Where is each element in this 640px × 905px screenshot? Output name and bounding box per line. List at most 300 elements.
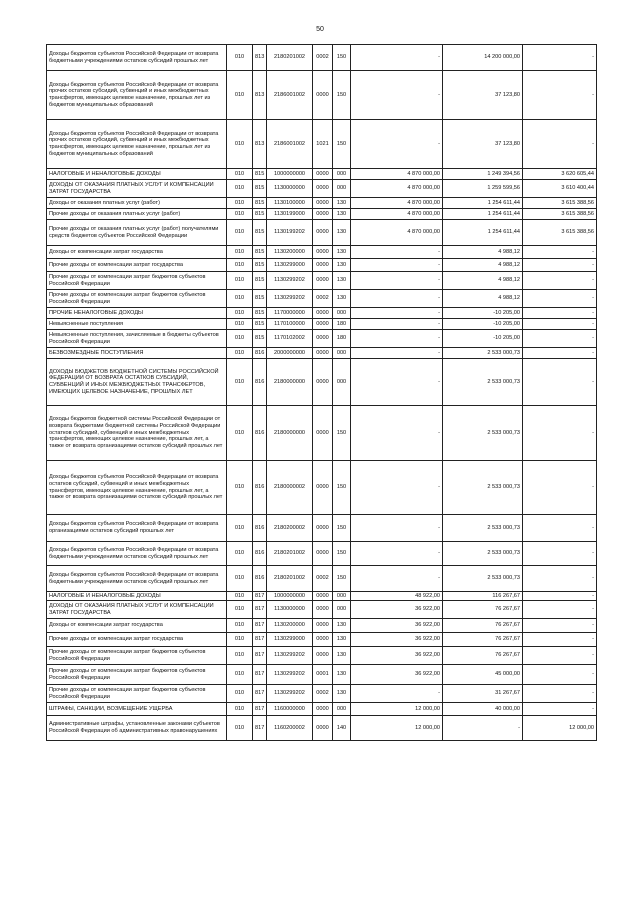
code-5: 140 <box>333 716 351 741</box>
code-4: 0000 <box>313 71 333 120</box>
table-row <box>47 633 597 647</box>
code-2: 817 <box>253 619 267 633</box>
code-5: 130 <box>333 633 351 647</box>
code-5: 000 <box>333 703 351 716</box>
table-row <box>47 198 597 209</box>
code-1: 010 <box>227 246 253 259</box>
plan-value: - <box>351 685 443 703</box>
code-1: 010 <box>227 685 253 703</box>
table-row <box>47 716 597 741</box>
code-4: 0000 <box>313 542 333 566</box>
row-name: Прочие доходы от оказания платных услуг (работ) <box>47 209 227 220</box>
remaining-value: - <box>523 246 597 259</box>
code-1: 010 <box>227 647 253 665</box>
code-4: 0000 <box>313 601 333 619</box>
table-row <box>47 619 597 633</box>
code-2: 813 <box>253 71 267 120</box>
code-2: 816 <box>253 542 267 566</box>
code-5: 150 <box>333 45 351 71</box>
plan-value: - <box>351 461 443 515</box>
code-1: 010 <box>227 120 253 169</box>
code-4: 0000 <box>313 259 333 272</box>
plan-value: 48 922,00 <box>351 592 443 601</box>
code-5: 000 <box>333 169 351 180</box>
code-3: 2000000000 <box>267 348 313 359</box>
remaining-value: 3 610 400,44 <box>523 180 597 198</box>
code-4: 0000 <box>313 169 333 180</box>
code-1: 010 <box>227 716 253 741</box>
row-name: НАЛОГОВЫЕ И НЕНАЛОГОВЫЕ ДОХОДЫ <box>47 169 227 180</box>
code-1: 010 <box>227 169 253 180</box>
plan-value: 36 922,00 <box>351 601 443 619</box>
code-5: 150 <box>333 71 351 120</box>
code-4: 0000 <box>313 330 333 348</box>
code-1: 010 <box>227 308 253 319</box>
remaining-value: - <box>523 633 597 647</box>
table-row <box>47 220 597 246</box>
code-2: 813 <box>253 120 267 169</box>
code-4: 0000 <box>313 406 333 461</box>
remaining-value: 12 000,00 <box>523 716 597 741</box>
code-4: 0000 <box>313 461 333 515</box>
code-4: 0000 <box>313 359 333 406</box>
table-row <box>47 359 597 406</box>
plan-value: - <box>351 246 443 259</box>
code-4: 0000 <box>313 198 333 209</box>
code-5: 130 <box>333 259 351 272</box>
fact-value: 76 267,67 <box>443 619 523 633</box>
code-5: 130 <box>333 220 351 246</box>
table-row <box>47 665 597 685</box>
table-row <box>47 647 597 665</box>
code-3: 2180201002 <box>267 566 313 592</box>
remaining-value: - <box>523 319 597 330</box>
code-2: 817 <box>253 592 267 601</box>
code-4: 0000 <box>313 209 333 220</box>
code-2: 816 <box>253 461 267 515</box>
code-2: 816 <box>253 406 267 461</box>
code-2: 817 <box>253 685 267 703</box>
plan-value: - <box>351 308 443 319</box>
fact-value: 2 533 000,73 <box>443 566 523 592</box>
plan-value: - <box>351 120 443 169</box>
table-row <box>47 209 597 220</box>
table-row <box>47 272 597 290</box>
fact-value: 1 249 394,56 <box>443 169 523 180</box>
code-2: 815 <box>253 319 267 330</box>
code-3: 2186001002 <box>267 71 313 120</box>
code-5: 150 <box>333 566 351 592</box>
code-4: 0002 <box>313 290 333 308</box>
code-3: 1130299202 <box>267 665 313 685</box>
code-1: 010 <box>227 180 253 198</box>
plan-value: - <box>351 71 443 120</box>
row-name: Доходы бюджетов субъектов Российской Федерации от возврата бюджетными учреждениями остатков субсидий прошлых лет <box>47 542 227 566</box>
code-3: 1130299202 <box>267 685 313 703</box>
code-1: 010 <box>227 220 253 246</box>
code-1: 010 <box>227 592 253 601</box>
remaining-value: 3 615 388,56 <box>523 209 597 220</box>
code-3: 1160000000 <box>267 703 313 716</box>
code-3: 1130100000 <box>267 198 313 209</box>
code-5: 150 <box>333 120 351 169</box>
fact-value: -10 205,00 <box>443 330 523 348</box>
remaining-value: - <box>523 665 597 685</box>
code-2: 817 <box>253 647 267 665</box>
table-row <box>47 685 597 703</box>
code-2: 815 <box>253 169 267 180</box>
code-3: 2180000000 <box>267 359 313 406</box>
plan-value: 12 000,00 <box>351 703 443 716</box>
row-name: Доходы от компенсации затрат государства <box>47 619 227 633</box>
row-name: Прочие доходы от компенсации затрат государства <box>47 633 227 647</box>
code-4: 0000 <box>313 246 333 259</box>
code-4: 0001 <box>313 665 333 685</box>
code-1: 010 <box>227 209 253 220</box>
row-name: Доходы бюджетов бюджетной системы Российской Федерации от возврата бюджетами бюджетной системы Российской Федерации остатков субсидий, субвенций и иных межбюджетных трансфертов, имеющих целевое назначение, прошлых лет, а также от возврата организациями остатков субсидий прошлых лет <box>47 406 227 461</box>
code-2: 815 <box>253 290 267 308</box>
code-1: 010 <box>227 461 253 515</box>
code-1: 010 <box>227 290 253 308</box>
plan-value: - <box>351 330 443 348</box>
fact-value: 31 267,67 <box>443 685 523 703</box>
remaining-value: 3 615 388,56 <box>523 198 597 209</box>
plan-value: 4 870 000,00 <box>351 220 443 246</box>
code-1: 010 <box>227 601 253 619</box>
code-3: 1130299000 <box>267 633 313 647</box>
code-4: 0000 <box>313 633 333 647</box>
code-5: 000 <box>333 308 351 319</box>
row-name: Прочие доходы от компенсации затрат бюджетов субъектов Российской Федерации <box>47 290 227 308</box>
row-name: Доходы бюджетов субъектов Российской Федерации от возврата организациями остатков субсидий прошлых лет <box>47 515 227 542</box>
remaining-value: - <box>523 120 597 169</box>
remaining-value: - <box>523 619 597 633</box>
remaining-value: - <box>523 348 597 359</box>
plan-value: - <box>351 348 443 359</box>
fact-value: 1 254 611,44 <box>443 209 523 220</box>
code-4: 0002 <box>313 685 333 703</box>
code-2: 815 <box>253 180 267 198</box>
remaining-value: - <box>523 308 597 319</box>
code-1: 010 <box>227 359 253 406</box>
table-row <box>47 45 597 71</box>
table-row <box>47 246 597 259</box>
code-1: 010 <box>227 406 253 461</box>
remaining-value: - <box>523 330 597 348</box>
code-3: 1160200002 <box>267 716 313 741</box>
remaining-value: - <box>523 461 597 515</box>
code-1: 010 <box>227 272 253 290</box>
code-3: 2180000000 <box>267 406 313 461</box>
fact-value: -10 205,00 <box>443 319 523 330</box>
table-row <box>47 259 597 272</box>
fact-value: 2 533 000,73 <box>443 461 523 515</box>
fact-value: 76 267,67 <box>443 647 523 665</box>
fact-value: 4 988,12 <box>443 290 523 308</box>
plan-value: - <box>351 45 443 71</box>
fact-value: 37 123,80 <box>443 120 523 169</box>
code-3: 1130299000 <box>267 259 313 272</box>
table-row <box>47 308 597 319</box>
code-5: 150 <box>333 542 351 566</box>
code-5: 130 <box>333 619 351 633</box>
code-3: 1130299202 <box>267 647 313 665</box>
plan-value: - <box>351 290 443 308</box>
fact-value: 4 988,12 <box>443 246 523 259</box>
fact-value: -10 205,00 <box>443 308 523 319</box>
plan-value: 36 922,00 <box>351 633 443 647</box>
code-2: 815 <box>253 246 267 259</box>
remaining-value: 3 615 388,56 <box>523 220 597 246</box>
page-number: 50 <box>316 26 324 33</box>
plan-value: 36 922,00 <box>351 647 443 665</box>
code-3: 1130199202 <box>267 220 313 246</box>
remaining-value: - <box>523 515 597 542</box>
code-5: 130 <box>333 665 351 685</box>
remaining-value: - <box>523 685 597 703</box>
code-2: 815 <box>253 330 267 348</box>
fact-value: 1 259 599,56 <box>443 180 523 198</box>
code-1: 010 <box>227 71 253 120</box>
code-3: 1000000000 <box>267 592 313 601</box>
plan-value: - <box>351 542 443 566</box>
code-1: 010 <box>227 319 253 330</box>
code-4: 0000 <box>313 348 333 359</box>
code-4: 0002 <box>313 45 333 71</box>
plan-value: 4 870 000,00 <box>351 180 443 198</box>
row-name: БЕЗВОЗМЕЗДНЫЕ ПОСТУПЛЕНИЯ <box>47 348 227 359</box>
row-name: Прочие доходы от оказания платных услуг (работ) получателями средств бюджетов субъектов Российской Федерации <box>47 220 227 246</box>
remaining-value: - <box>523 45 597 71</box>
table-row <box>47 542 597 566</box>
table-row <box>47 169 597 180</box>
code-2: 817 <box>253 601 267 619</box>
fact-value: 2 533 000,73 <box>443 359 523 406</box>
code-1: 010 <box>227 515 253 542</box>
fact-value: 4 988,12 <box>443 259 523 272</box>
table-row <box>47 566 597 592</box>
fact-value: 76 267,67 <box>443 633 523 647</box>
remaining-value: - <box>523 259 597 272</box>
code-5: 130 <box>333 647 351 665</box>
table-body <box>47 45 597 741</box>
code-2: 815 <box>253 259 267 272</box>
code-1: 010 <box>227 633 253 647</box>
code-4: 0000 <box>313 703 333 716</box>
row-name: Административные штрафы, установленные законами субъектов Российской Федерации об административных правонарушениях <box>47 716 227 741</box>
fact-value: 2 533 000,73 <box>443 515 523 542</box>
plan-value: 4 870 000,00 <box>351 209 443 220</box>
code-2: 816 <box>253 515 267 542</box>
row-name: ПРОЧИЕ НЕНАЛОГОВЫЕ ДОХОДЫ <box>47 308 227 319</box>
code-1: 010 <box>227 542 253 566</box>
fact-value: 116 267,67 <box>443 592 523 601</box>
row-name: ШТРАФЫ, САНКЦИИ, ВОЗМЕЩЕНИЕ УЩЕРБА <box>47 703 227 716</box>
remaining-value: - <box>523 647 597 665</box>
code-1: 010 <box>227 259 253 272</box>
code-3: 2180200002 <box>267 515 313 542</box>
fact-value: 1 254 611,44 <box>443 220 523 246</box>
code-3: 2180201002 <box>267 45 313 71</box>
row-name: ДОХОДЫ БЮДЖЕТОВ БЮДЖЕТНОЙ СИСТЕМЫ РОССИЙСКОЙ ФЕДЕРАЦИИ ОТ ВОЗВРАТА ОСТАТКОВ СУБСИДИЙ, СУБВЕНЦИЙ И ИНЫХ МЕЖБЮДЖЕТНЫХ ТРАНСФЕРТОВ, ИМЕЮЩИХ ЦЕЛЕВОЕ НАЗНАЧЕНИЕ, ПРОШЛЫХ ЛЕТ <box>47 359 227 406</box>
code-3: 1130000000 <box>267 180 313 198</box>
code-4: 0000 <box>313 180 333 198</box>
fact-value: 2 533 000,73 <box>443 348 523 359</box>
code-3: 1130199000 <box>267 209 313 220</box>
row-name: Доходы бюджетов субъектов Российской Федерации от возврата бюджетными учреждениями остатков субсидий прошлых лет <box>47 45 227 71</box>
code-2: 817 <box>253 633 267 647</box>
remaining-value: - <box>523 290 597 308</box>
plan-value: - <box>351 359 443 406</box>
code-1: 010 <box>227 665 253 685</box>
plan-value: - <box>351 406 443 461</box>
row-name: Доходы бюджетов субъектов Российской Федерации от возврата прочих остатков субсидий, субвенций и иных межбюджетных трансфертов, имеющих целевое назначение, прошлых лет из бюджетов муниципальных образований <box>47 120 227 169</box>
remaining-value: - <box>523 272 597 290</box>
code-5: 180 <box>333 330 351 348</box>
remaining-value: 3 620 605,44 <box>523 169 597 180</box>
code-5: 130 <box>333 290 351 308</box>
fact-value: 1 254 611,44 <box>443 198 523 209</box>
code-5: 150 <box>333 515 351 542</box>
code-2: 815 <box>253 220 267 246</box>
code-1: 010 <box>227 619 253 633</box>
remaining-value: - <box>523 71 597 120</box>
code-3: 1130299202 <box>267 272 313 290</box>
table-row <box>47 461 597 515</box>
row-name: Прочие доходы от компенсации затрат бюджетов субъектов Российской Федерации <box>47 665 227 685</box>
code-5: 150 <box>333 461 351 515</box>
plan-value: 12 000,00 <box>351 716 443 741</box>
table-row <box>47 120 597 169</box>
code-2: 817 <box>253 665 267 685</box>
remaining-value: - <box>523 406 597 461</box>
plan-value: 36 922,00 <box>351 665 443 685</box>
code-5: 130 <box>333 246 351 259</box>
code-3: 1130000000 <box>267 601 313 619</box>
code-2: 815 <box>253 272 267 290</box>
code-4: 0000 <box>313 592 333 601</box>
code-4: 0000 <box>313 647 333 665</box>
code-5: 000 <box>333 348 351 359</box>
plan-value: - <box>351 566 443 592</box>
row-name: Доходы бюджетов субъектов Российской Федерации от возврата прочих остатков субсидий, субвенций и иных межбюджетных трансфертов, имеющих целевое назначение, прошлых лет из бюджетов муниципальных образований <box>47 71 227 120</box>
code-3: 1130200000 <box>267 246 313 259</box>
code-5: 000 <box>333 180 351 198</box>
row-name: ДОХОДЫ ОТ ОКАЗАНИЯ ПЛАТНЫХ УСЛУГ И КОМПЕНСАЦИИ ЗАТРАТ ГОСУДАРСТВА <box>47 601 227 619</box>
code-3: 1170100000 <box>267 319 313 330</box>
table-row <box>47 180 597 198</box>
fact-value: - <box>443 716 523 741</box>
code-2: 816 <box>253 566 267 592</box>
code-3: 2180000002 <box>267 461 313 515</box>
code-2: 817 <box>253 716 267 741</box>
code-3: 1130299202 <box>267 290 313 308</box>
plan-value: 4 870 000,00 <box>351 198 443 209</box>
row-name: Прочие доходы от компенсации затрат бюджетов субъектов Российской Федерации <box>47 647 227 665</box>
code-1: 010 <box>227 45 253 71</box>
remaining-value: - <box>523 542 597 566</box>
plan-value: 4 870 000,00 <box>351 169 443 180</box>
remaining-value: - <box>523 566 597 592</box>
row-name: Невыясненные поступления <box>47 319 227 330</box>
fact-value: 45 000,00 <box>443 665 523 685</box>
row-name: Прочие доходы от компенсации затрат бюджетов субъектов Российской Федерации <box>47 272 227 290</box>
table-row <box>47 330 597 348</box>
code-4: 0000 <box>313 716 333 741</box>
code-3: 1000000000 <box>267 169 313 180</box>
code-4: 1021 <box>313 120 333 169</box>
table-row <box>47 515 597 542</box>
fact-value: 2 533 000,73 <box>443 406 523 461</box>
code-3: 2180201002 <box>267 542 313 566</box>
remaining-value: - <box>523 359 597 406</box>
code-5: 130 <box>333 272 351 290</box>
code-2: 815 <box>253 308 267 319</box>
remaining-value: - <box>523 601 597 619</box>
code-5: 000 <box>333 359 351 406</box>
remaining-value: - <box>523 592 597 601</box>
table-row <box>47 71 597 120</box>
row-name: Доходы от компенсации затрат государства <box>47 246 227 259</box>
plan-value: 36 922,00 <box>351 619 443 633</box>
table-row <box>47 703 597 716</box>
code-3: 1130200000 <box>267 619 313 633</box>
revenue-table <box>46 44 597 741</box>
row-name: Доходы от оказания платных услуг (работ) <box>47 198 227 209</box>
code-5: 180 <box>333 319 351 330</box>
code-5: 130 <box>333 685 351 703</box>
code-3: 1170000000 <box>267 308 313 319</box>
row-name: НАЛОГОВЫЕ И НЕНАЛОГОВЫЕ ДОХОДЫ <box>47 592 227 601</box>
code-4: 0002 <box>313 566 333 592</box>
fact-value: 76 267,67 <box>443 601 523 619</box>
code-4: 0000 <box>313 515 333 542</box>
remaining-value: - <box>523 703 597 716</box>
code-3: 2186001002 <box>267 120 313 169</box>
code-4: 0000 <box>313 619 333 633</box>
row-name: Прочие доходы от компенсации затрат бюджетов субъектов Российской Федерации <box>47 685 227 703</box>
fact-value: 14 200 000,00 <box>443 45 523 71</box>
row-name: Доходы бюджетов субъектов Российской Федерации от возврата остатков субсидий, субвенций и иных межбюджетных трансфертов, имеющих целевое назначение, прошлых лет, а также от возврата организациями остатков субсидий прошлых лет <box>47 461 227 515</box>
code-2: 816 <box>253 359 267 406</box>
code-5: 000 <box>333 592 351 601</box>
table-row <box>47 319 597 330</box>
code-2: 816 <box>253 348 267 359</box>
code-5: 130 <box>333 198 351 209</box>
code-4: 0000 <box>313 272 333 290</box>
code-5: 150 <box>333 406 351 461</box>
code-2: 815 <box>253 209 267 220</box>
code-3: 1170102002 <box>267 330 313 348</box>
code-2: 813 <box>253 45 267 71</box>
code-2: 815 <box>253 198 267 209</box>
fact-value: 2 533 000,73 <box>443 542 523 566</box>
code-1: 010 <box>227 348 253 359</box>
table-row <box>47 290 597 308</box>
code-4: 0000 <box>313 220 333 246</box>
code-5: 000 <box>333 601 351 619</box>
code-1: 010 <box>227 566 253 592</box>
code-1: 010 <box>227 703 253 716</box>
row-name: Невыясненные поступления, зачисляемые в бюджеты субъектов Российской Федерации <box>47 330 227 348</box>
row-name: Доходы бюджетов субъектов Российской Федерации от возврата бюджетными учреждениями остатков субсидий прошлых лет <box>47 566 227 592</box>
fact-value: 37 123,80 <box>443 71 523 120</box>
plan-value: - <box>351 259 443 272</box>
plan-value: - <box>351 515 443 542</box>
fact-value: 4 988,12 <box>443 272 523 290</box>
table-row <box>47 601 597 619</box>
fact-value: 40 000,00 <box>443 703 523 716</box>
